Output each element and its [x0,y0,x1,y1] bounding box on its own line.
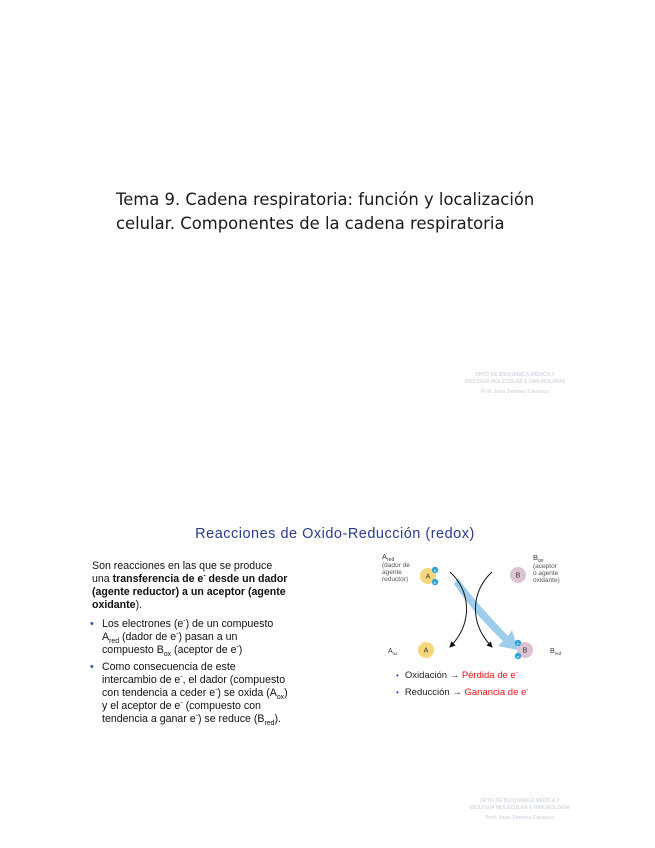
bullet-text: (dador de e [119,631,177,643]
list-item [90,661,290,726]
bullet-sup: - [236,643,239,651]
right-arrow-icon: → [449,670,460,681]
watermark-line-1: DPTO DE BIOQUÍMICA MÉDICA Y [475,372,555,378]
page-title-line-2: celular. Componentes de la cadena respiratoria [116,214,505,233]
redox-legend [396,667,528,701]
bullet-sup: - [195,712,198,720]
page-title-line-1: Tema 9. Cadena respiratoria: función y localización [116,190,535,209]
bullet-dot-icon: • [396,688,399,697]
bullet-text: ) pasan a un compuesto B [102,631,238,656]
intro-bold-1: transferencia de e [112,573,204,585]
intro-bold-1-sup: - [203,572,206,580]
bullet-sup: - [180,699,183,707]
legend-result: Ganancia de e [464,687,527,698]
watermark-bottom [445,798,595,822]
bullet-sub: ox [163,651,172,659]
b-red-label: $B_{red}$ [550,648,562,656]
bullet-text: (aceptor de e [171,644,237,656]
bullet-text: ) se reduce (B [197,713,265,725]
bullet-sup: - [180,673,183,681]
bullet-text: ). [274,713,281,725]
intro-bold-2: desde un dador (agente reductor) a un aceptor (agente oxidante [92,573,288,611]
a-molecule-label: A [425,573,431,581]
a-red-label: $A_{red}$ [382,552,395,563]
bullet-sup: - [183,617,186,625]
bullet-text: , el dador (compuesto con tendencia a ceder e [102,674,286,699]
watermark-line-3: Prof. Juan Jiménez Carrasco [485,815,555,821]
bullet-text: (compuesto con tendencia a ganar e [102,700,261,725]
legend-label: Reducción [404,687,450,698]
intro-paragraph [92,560,292,612]
bullet-text: Como consecuencia de este intercambio de e [102,661,236,686]
bullet-dot-icon: • [90,618,94,630]
legend-oxidation [396,667,528,684]
bullet-sup: - [176,630,179,638]
watermark-line-2: BIOLOGÍA MOLECULAR E INMUNOLOGÍA [469,805,571,811]
electron-label: e [516,641,520,646]
bullet-dot-icon: • [396,671,399,680]
electron-label: e [433,568,437,573]
a-oxidized-molecule-label: A [423,647,429,655]
watermark-top [440,372,590,396]
page-title [116,188,586,236]
watermark-line-1: DPTO DE BIOQUÍMICA MÉDICA Y [480,798,560,804]
bullet-text: Los electrones (e [102,618,184,630]
b-molecule-label: B [515,572,521,580]
a-red-note-1: (dador de [382,562,410,569]
legend-label: Oxidación [404,670,448,681]
b-ox-note-3: oxidante) [533,577,560,584]
bullet-sub: red [109,638,120,646]
right-arrow-icon: → [452,687,462,698]
bullet-sup: - [215,686,218,694]
b-reduced-molecule-label: B [522,647,528,655]
legend-sup: - [515,668,518,676]
b-ox-label: $B_{ox}$ [533,553,544,564]
watermark-line-3: Prof. Juan Jiménez Carrasco [480,389,550,395]
b-ox-note-1: (aceptor [533,563,557,570]
legend-result: Pérdida de e [461,670,516,681]
list-item [90,618,290,657]
bullet-text: ) y el aceptor de e [102,687,288,712]
slide-title: Reacciones de Oxido-Reducción (redox) [195,526,475,542]
bullet-text: ) [238,644,243,656]
bullet-sub: ox [276,694,285,702]
electron-label: e [433,580,437,585]
a-ox-label: $A_{ox}$ [388,648,398,656]
bullet-list [90,618,290,730]
bullet-text: ) de un compuesto A [102,618,274,643]
bullet-dot-icon: • [90,661,94,673]
a-red-note-2: agente [382,569,402,576]
b-ox-note-2: o agente [533,570,559,577]
legend-reduction [396,684,528,701]
bullet-sub: red [264,720,275,728]
legend-sup: - [526,685,529,693]
electron-label: e [516,654,520,659]
redox-diagram [370,550,570,662]
watermark-line-2: BIOLOGÍA MOLECULAR E INMUNOLOGÍA [464,379,566,385]
intro-text: Son reacciones en las que se produce una [92,560,273,585]
a-red-note-3: reductor) [382,576,409,583]
intro-end: ). [135,599,143,611]
bullet-text: ) se oxida (A [217,687,277,699]
